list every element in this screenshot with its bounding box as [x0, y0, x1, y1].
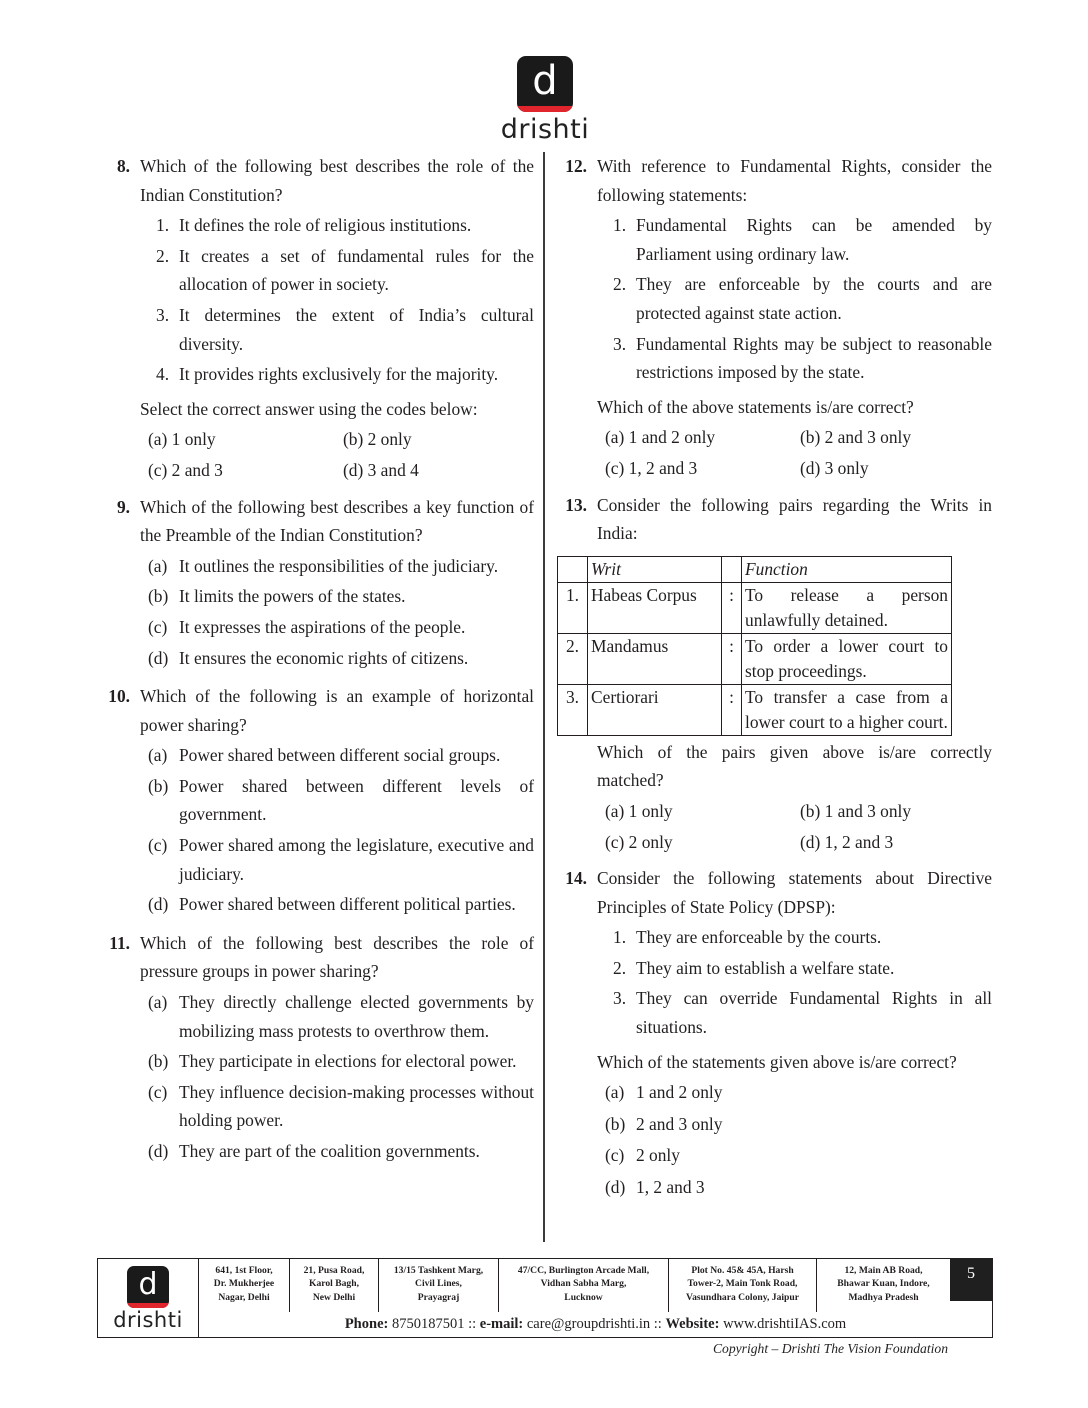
statement-list	[597, 211, 992, 387]
question-stem: With reference to Fundamental Rights, consider the following statements:	[597, 156, 992, 205]
phone: 8750187501	[391, 1316, 465, 1332]
logo-letter: d	[138, 1267, 158, 1302]
codes-intro: Which of the above statements is/are correct?	[597, 396, 914, 417]
question-number: 12.	[565, 156, 587, 176]
codes-intro: Which of the pairs given above is/are correctly matched?	[597, 741, 992, 791]
question-8	[100, 152, 534, 485]
options-list	[597, 1078, 992, 1201]
option-a: (a) It outlines the responsibilities of the judiciary.	[148, 555, 499, 576]
header-function: Function	[742, 556, 952, 582]
statement: 3. Fundamental Rights may be subject to reasonable restrictions imposed by the state.	[613, 333, 992, 383]
options-grid	[597, 423, 992, 482]
website-link[interactable]: www.drishtiIAS.com	[723, 1316, 847, 1332]
option-d: (d) Power shared between different political parties.	[148, 894, 516, 915]
option-c: (c) 2 and 3	[148, 459, 223, 480]
column-divider	[543, 152, 545, 1242]
question-stem: Consider the following pairs regarding the Writs in India:	[597, 494, 992, 544]
question-14	[557, 864, 992, 1202]
option-a: (a) 1 and 2 only	[605, 1082, 723, 1103]
options-list	[140, 741, 534, 919]
statement-list	[597, 923, 992, 1041]
question-12	[557, 152, 992, 483]
table-header-row	[558, 556, 952, 582]
options-list	[140, 988, 534, 1166]
right-column	[557, 152, 992, 1204]
option-a: (a) They directly challenge elected governments by mobilizing mass protests to overthrow them.	[148, 992, 534, 1041]
address-block: 641, 1st Floor, Dr. Mukherjee Nagar, Delhi	[199, 1259, 290, 1312]
option-c: (c) 2 only	[605, 831, 673, 852]
option-d: (d) They are part of the coalition governments.	[148, 1141, 480, 1161]
options-grid	[140, 425, 534, 484]
question-number: 14.	[565, 868, 587, 889]
option-b: (b) 2 and 3 only	[800, 427, 912, 448]
table-row: 1. Habeas Corpus : To release a person unlawfully detained.	[558, 582, 952, 633]
address-block: 13/15 Tashkent Marg, Civil Lines, Prayagraj	[379, 1259, 499, 1312]
question-13	[557, 491, 992, 548]
question-number: 10.	[108, 686, 130, 707]
question-number: 8.	[116, 156, 130, 176]
option-b: (b) It limits the powers of the states.	[148, 586, 406, 607]
question-10	[100, 682, 534, 919]
option-c: (c) 1, 2 and 3	[605, 457, 698, 478]
logo-wordmark: drishti	[113, 1308, 183, 1332]
option-d: (d) 3 and 4	[343, 459, 419, 480]
page-footer	[97, 1258, 993, 1338]
page-number: 5	[950, 1259, 992, 1301]
statement: 1. They are enforceable by the courts.	[613, 927, 882, 948]
address-block: Plot No. 45& 45A, Harsh Tower-2, Main Tonk Road, Vasundhara Colony, Jaipur	[669, 1259, 817, 1312]
option-b: (b) They participate in elections for electoral power.	[148, 1051, 517, 1072]
drishti-logo	[499, 56, 591, 146]
statement: 2. It creates a set of fundamental rules for the allocation of power in society.	[156, 245, 534, 295]
contact-line: Phone: 8750187501 :: e-mail: care@groupdrishti.in :: Website: www.drishtiIAS.com	[344, 1316, 847, 1332]
question-number: 13.	[565, 494, 587, 515]
header-writ: Writ	[588, 556, 722, 582]
logo-wordmark: drishti	[500, 114, 590, 145]
address-block: 21, Pusa Road, Karol Bagh, New Delhi	[290, 1259, 379, 1312]
table-row: 3. Certiorari : To transfer a case from a lower court to a higher court.	[558, 684, 952, 735]
question-stem: Which of the following best describes the role of pressure groups in power sharing?	[140, 932, 534, 982]
statement: 1. It defines the role of religious institutions.	[156, 215, 472, 236]
question-number: 11.	[109, 932, 130, 953]
statement: 4. It provides rights exclusively for the majority.	[156, 364, 499, 385]
statement: 3. It determines the extent of India’s cultural diversity.	[156, 304, 534, 354]
table-row: 2. Mandamus : To order a lower court to stop proceedings.	[558, 633, 952, 684]
logo-mark	[517, 56, 573, 112]
option-c: (c) Power shared among the legislature, executive and judiciary.	[148, 835, 534, 884]
option-d: (d) It ensures the economic rights of citizens.	[148, 647, 469, 668]
statement: 3. They can override Fundamental Rights in all situations.	[613, 988, 992, 1038]
logo-letter: d	[532, 58, 558, 104]
codes-intro: Which of the statements given above is/are correct?	[597, 1051, 957, 1072]
address-row	[199, 1259, 950, 1312]
option-c: (c) They influence decision-making processes without holding power.	[148, 1081, 534, 1131]
left-column	[100, 152, 534, 1168]
option-b: (b) Power shared between different levels of government.	[148, 775, 534, 825]
option-b: (b) 1 and 3 only	[800, 800, 912, 821]
option-b: (b) 2 only	[343, 429, 412, 450]
copyright-notice: Copyright – Drishti The Vision Foundation	[712, 1341, 948, 1356]
question-stem: Consider the following statements about Directive Principles of State Policy (DPSP):	[597, 868, 992, 917]
footer-logo	[98, 1259, 199, 1337]
writs-table	[557, 556, 952, 736]
question-stem: Which of the following best describes a key function of the Preamble of the Indian Constitution?	[140, 496, 534, 546]
option-a: (a) 1 only	[148, 429, 216, 450]
options-list	[140, 552, 534, 672]
statement-list	[140, 211, 534, 389]
address-block: 47/CC, Burlington Arcade Mall, Vidhan Sabha Marg, Lucknow	[499, 1259, 669, 1312]
option-c: (c) 2 only	[605, 1145, 680, 1166]
statement: 2. They are enforceable by the courts and are protected against state action.	[613, 274, 992, 323]
question-11	[100, 929, 534, 1166]
option-a: (a) 1 and 2 only	[605, 427, 716, 448]
question-9	[100, 493, 534, 673]
options-grid	[597, 797, 992, 856]
question-number: 9.	[116, 496, 130, 517]
codes-intro: Select the correct answer using the codes below:	[140, 398, 478, 419]
option-a: (a) 1 only	[605, 800, 673, 821]
question-stem: Which of the following is an example of horizontal power sharing?	[140, 686, 534, 735]
option-d: (d) 3 only	[800, 457, 869, 478]
option-b: (b) 2 and 3 only	[605, 1113, 723, 1134]
address-block: 12, Main AB Road, Bhawar Kuan, Indore, Madhya Pradesh	[837, 1265, 930, 1303]
question-stem: Which of the following best describes the role of the Indian Constitution?	[140, 156, 534, 205]
option-c: (c) It expresses the aspirations of the people.	[148, 616, 466, 637]
statement: 1. Fundamental Rights can be amended by Parliament using ordinary law.	[613, 215, 992, 264]
option-a: (a) Power shared between different social groups.	[148, 745, 501, 766]
logo-mark	[127, 1266, 169, 1308]
email-link[interactable]: care@groupdrishti.in	[526, 1316, 651, 1332]
statement: 2. They aim to establish a welfare state.	[613, 957, 895, 978]
option-d: (d) 1, 2 and 3	[800, 831, 894, 852]
question-13-footer	[557, 738, 992, 856]
option-d: (d) 1, 2 and 3	[605, 1177, 705, 1198]
